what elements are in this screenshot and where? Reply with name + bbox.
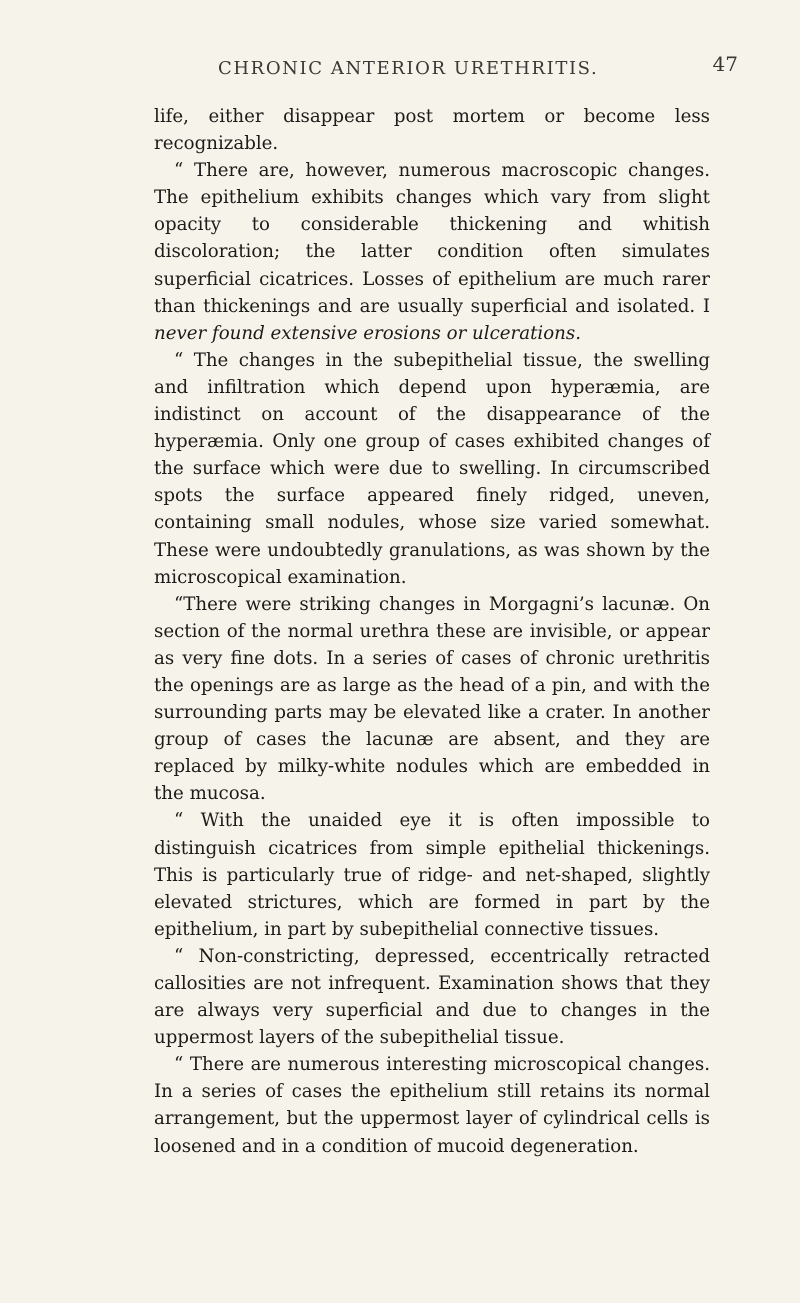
paragraph-6: [154, 943, 710, 1051]
paragraph-3-text: “ The changes in the subepithelial tissue, the swelling and infiltration which depend upon hyperæmia, are indistinct on account of the disappearance of the hyperæmia. Only one group of cases exhibited changes of the surface which were due to swelling. In circumscribed spots the surface appeared finely ridged, uneven, containing small nodules, whose size varied somewhat. These were undoubtedly granulations, as was shown by the microscopical examination.: [154, 349, 710, 588]
paragraph-3: [154, 347, 710, 591]
paragraph-1: [154, 103, 710, 157]
paragraph-2-italic-text: never found extensive erosions or ulcerations.: [154, 322, 581, 344]
page-number: 47: [712, 52, 738, 76]
paragraph-5: [154, 807, 710, 942]
running-head: CHRONIC ANTERIOR URETHRITIS.: [218, 58, 599, 79]
paragraph-4-text: “There were striking changes in Morgagni’s lacunæ. On section of the normal urethra these are invisible, or appear as very fine dots. In a series of cases of chronic urethritis the openings are as large as the head of a pin, and with the surrounding parts may be elevated like a crater. In another group of cases the lacunæ are absent, and they are replaced by milky-white nodules which are embedded in the mucosa.: [154, 593, 710, 805]
paragraph-2: [154, 157, 710, 347]
paragraph-7-text: “ There are numerous interesting microscopical changes. In a series of cases the epithelium still retains its normal arrangement, but the uppermost layer of cylindrical cells is loosened and in a condition of mucoid degeneration.: [154, 1054, 710, 1157]
paragraph-2-text: “ There are, however, numerous macroscopic changes. The epithelium exhibits changes which vary from slight opacity to considerable thickening and whitish discoloration; the latter condition often simulates superficial cicatrices. Losses of epithelium are much rarer than thickenings and are usually superficial and isolated. I: [154, 160, 710, 317]
body-text: [154, 103, 710, 1160]
paragraph-7: [154, 1051, 710, 1159]
paragraph-5-text: “ With the unaided eye it is often impossible to distinguish cicatrices from simple epithelial thickenings. This is particularly true of ridge- and net-shaped, slightly elevated strictures, which are formed in part by the epithelium, in part by subepithelial connective tissues.: [154, 810, 710, 940]
paragraph-6-text: “ Non-constricting, depressed, eccentrically retracted callosities are not infrequent. Examination shows that they are always very superficial and due to changes in the uppermost layers of the subepithelial tissue.: [154, 945, 710, 1049]
paragraph-1-text: life, either disappear post mortem or become less recognizable.: [154, 106, 710, 155]
page-header: [218, 52, 738, 88]
paragraph-4: [154, 591, 710, 808]
